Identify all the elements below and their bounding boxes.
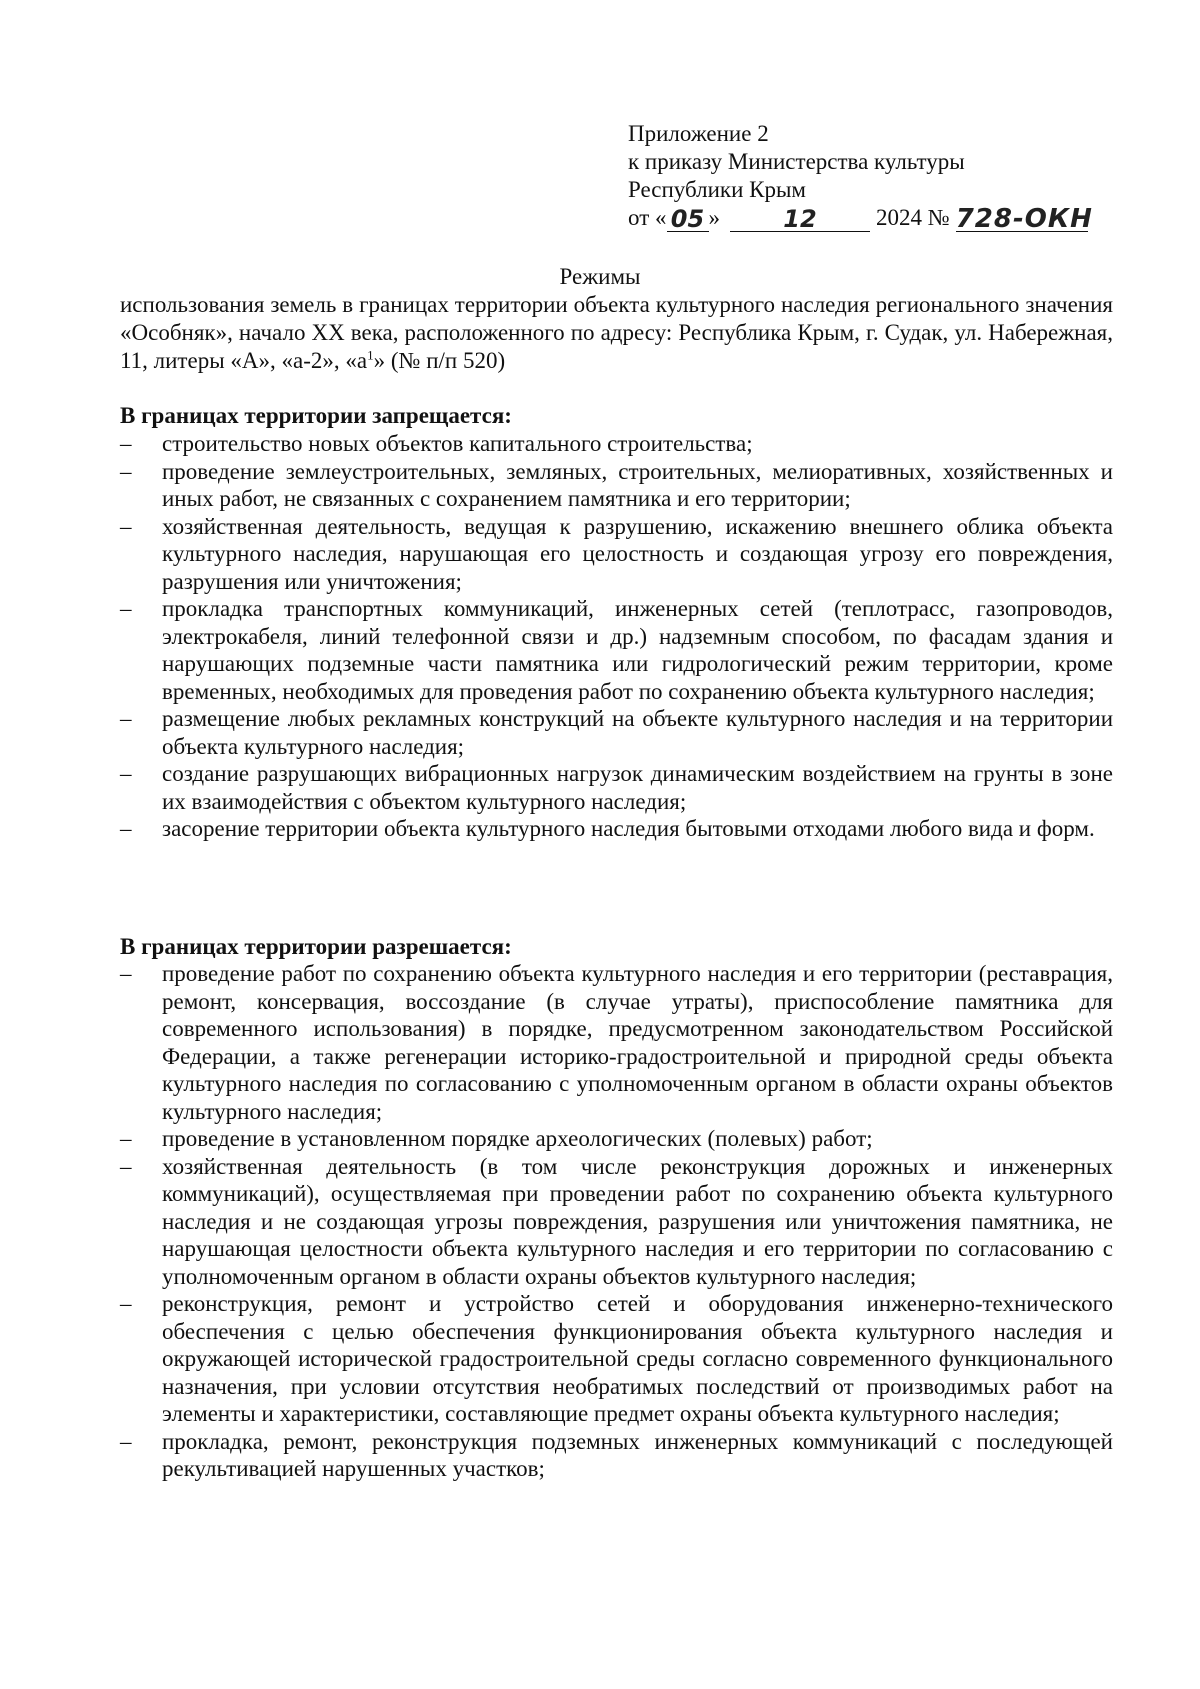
list-item-text: реконструкция, ремонт и устройство сетей и оборудования инженерно-технического обеспечения с целью обеспечения функционирования объекта культурного наследия и окружающей исторической градостроительной среды согласно современного функционального назначения, при условии отсутствия необратимых последствий от производимых работ на элементы и характеристики, составляющие предмет охраны объекта культурного наследия; xyxy=(162,1291,1113,1426)
list-item-text: прокладка, ремонт, реконструкция подземных инженерных коммуникаций с последующей рекультивацией нарушенных участков; xyxy=(162,1428,1113,1481)
appendix-date-line xyxy=(628,204,1128,232)
appendix-number: Приложение 2 xyxy=(628,121,769,146)
list-item-text: создание разрушающих вибрационных нагрузок динамическим воздействием на грунты в зоне их взаимодействия с объектом культурного наследия; xyxy=(162,761,1113,814)
list-item-text: проведение работ по сохранению объекта культурного наследия и его территории (реставрация, ремонт, консервация, воссоздание (в случае утраты), приспособление памятника для современного использования) в порядке, предусмотренном законодательством Российской Федерации, а также регенерации историко-градостроительной и природной среды объекта культурного наследия по согласованию с уполномоченным органом в области охраны объектов культурного наследия; xyxy=(162,961,1113,1124)
bullet-dash: – xyxy=(120,431,132,456)
handwritten-month: 12 xyxy=(730,207,870,232)
list-item xyxy=(120,815,1113,843)
bullet-dash: – xyxy=(120,458,132,484)
bullet-dash: – xyxy=(120,1126,132,1151)
date-year-number-label: 2024 № xyxy=(876,205,950,230)
prohibited-list xyxy=(120,430,1113,843)
appendix-republic: Республики Крым xyxy=(628,177,806,202)
appendix-block xyxy=(628,120,1128,232)
list-item-text: размещение любых рекламных конструкций на объекте культурного наследия и на территории объекта культурного наследия; xyxy=(162,706,1113,759)
appendix-order-ref: к приказу Министерства культуры xyxy=(628,149,965,174)
allowed-heading: В границах территории разрешается: xyxy=(120,934,512,959)
bullet-dash: – xyxy=(120,816,132,841)
list-item xyxy=(120,513,1113,596)
subtitle-superscript: 1 xyxy=(367,347,374,363)
prohibited-heading: В границах территории запрещается: xyxy=(120,403,512,428)
handwritten-day: 05 xyxy=(667,207,709,232)
list-item xyxy=(120,1428,1113,1483)
subtitle-main: использования земель в границах территории объекта культурного наследия регионального значения «Особняк», начало XX века, расположенного по адресу: Республика Крым, г. Судак, ул. Набережная, 11, литеры «А», «а-2», «а xyxy=(120,292,1113,373)
list-item xyxy=(120,705,1113,760)
date-mid: » xyxy=(708,205,720,230)
bullet-dash: – xyxy=(120,761,132,786)
list-item xyxy=(120,1290,1113,1428)
list-item xyxy=(120,960,1113,1125)
list-item xyxy=(120,458,1113,513)
bullet-dash: – xyxy=(120,961,132,986)
list-item-text: проведение в установленном порядке археологических (полевых) работ; xyxy=(162,1126,873,1151)
list-item xyxy=(120,1125,1113,1153)
list-item xyxy=(120,1153,1113,1291)
bullet-dash: – xyxy=(120,706,132,731)
bullet-dash: – xyxy=(120,1428,132,1454)
bullet-dash: – xyxy=(120,1153,132,1179)
list-item-text: проведение землеустроительных, земляных, строительных, мелиоративных, хозяйственных и иных работ, не связанных с сохранением памятника и его территории; xyxy=(162,458,1113,511)
allowed-list xyxy=(120,960,1113,1483)
subtitle-tail: » (№ п/п 520) xyxy=(373,348,506,373)
list-item xyxy=(120,760,1113,815)
list-item xyxy=(120,430,1113,458)
handwritten-order-number: 728-ОКН xyxy=(955,204,1093,234)
document-title: Режимы xyxy=(559,264,641,289)
bullet-dash: – xyxy=(120,1291,132,1316)
bullet-dash: – xyxy=(120,513,132,539)
list-item-text: хозяйственная деятельность (в том числе реконструкция дорожных и инженерных коммуникаций), осуществляемая при проведении работ по сохранению объекта культурного наследия и не создающая угрозы повреждения, разрушения или уничтожения памятника, не нарушающая целостности объекта культурного наследия и его территории по согласованию с уполномоченным органом в области охраны объектов культурного наследия; xyxy=(162,1153,1113,1289)
list-item-text: строительство новых объектов капитального строительства; xyxy=(162,431,753,456)
list-item-text: засорение территории объекта культурного наследия бытовыми отходами любого вида и форм. xyxy=(162,816,1095,841)
list-item-text: хозяйственная деятельность, ведущая к разрушению, искажению внешнего облика объекта культурного наследия, нарушающая его целостность и создающая угрозу его повреждения, разрушения или уничтожения; xyxy=(162,513,1113,594)
bullet-dash: – xyxy=(120,596,132,621)
list-item-text: прокладка транспортных коммуникаций, инженерных сетей (теплотрасс, газопроводов, электрокабеля, линий телефонной связи и др.) надземным способом, по фасадам здания и нарушающих подземные части памятника или гидрологический режим территории, кроме временных, необходимых для проведения работ по сохранению объекта культурного наследия; xyxy=(162,596,1113,704)
list-item xyxy=(120,595,1113,705)
document-subtitle xyxy=(120,291,1113,375)
date-prefix: от « xyxy=(628,205,667,230)
